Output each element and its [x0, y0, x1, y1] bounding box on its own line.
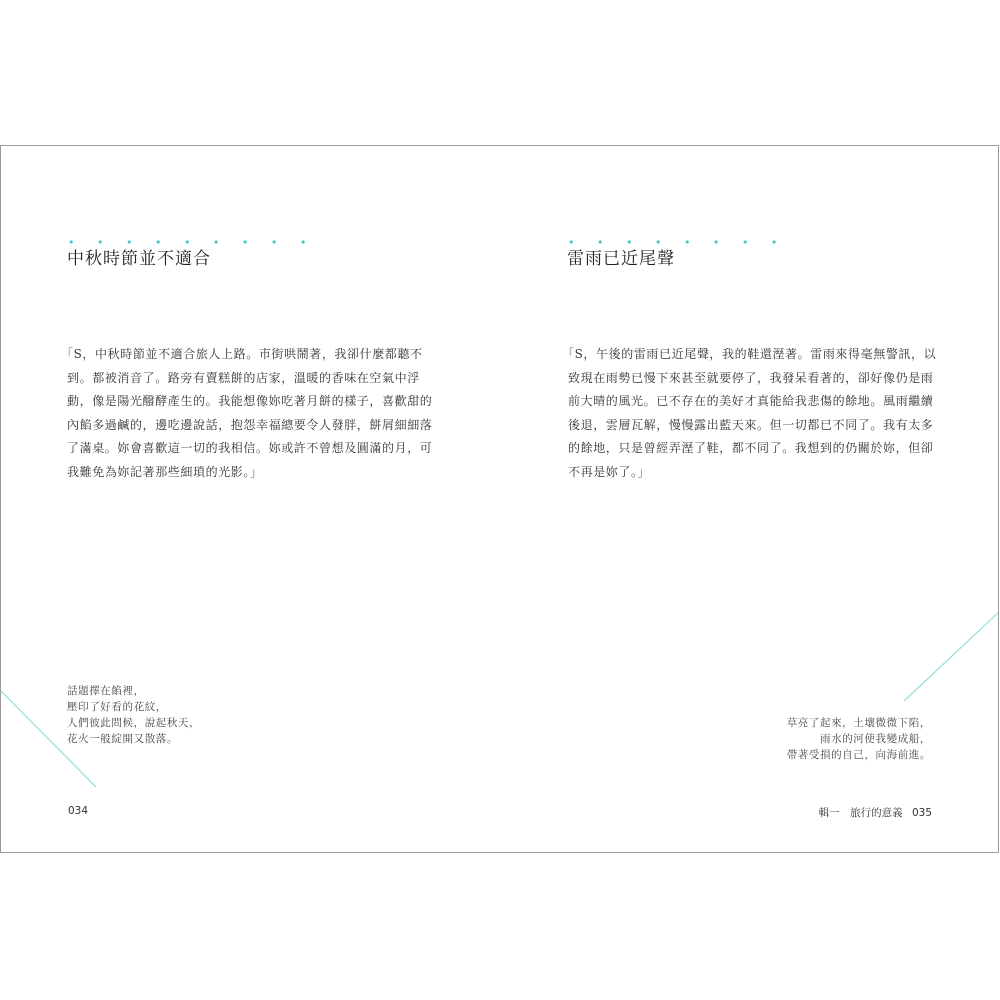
book-spread [0, 145, 999, 853]
right-poem [787, 715, 931, 763]
poem-line: 花火一般綻開又散落。 [67, 733, 178, 745]
left-page-number: 034 [68, 805, 89, 817]
right-page-footer [819, 805, 932, 820]
right-accent-line [904, 611, 999, 701]
running-head: 輯一 旅行的意義 [818, 807, 903, 819]
left-page-body: 「S，中秋時節並不適合旅人上路。市街哄鬧著，我卻什麼都聽不到。都被消音了。路旁有賣糕餅的店家，溫暖的香味在空氣中浮動，像是陽光醱酵產生的。我能想像妳吃著月餅的樣子，喜歡甜的內餡多過鹹的，邊吃邊說話，抱怨幸福總要令人發胖，餅屑細細落了滿桌。妳會喜歡這一切的我相信。妳或許不曾想及圓滿的月，可我難免為妳記著那些細瑣的光影。」 [61, 347, 433, 479]
right-page-number: 035 [911, 807, 932, 819]
right-page-body: 「S，午後的雷雨已近尾聲，我的鞋還溼著。雷雨來得毫無警訊，以致現在雨勢已慢下來甚至就要停了，我發呆看著的，卻好像仍是雨前大晴的風光。已不存在的美好才真能給我悲傷的餘地。風雨繼續後退，雲層瓦解，慢慢露出藍天來。但一切都已不同了。我有太多的餘地，只是曾經弄溼了鞋，都不同了。我想到的仍關於妳，但卻不再是妳了。」 [562, 347, 937, 479]
title-dots-right: • • • • • • • • [568, 236, 787, 249]
poem-line: 壓印了好看的花紋， [67, 701, 167, 713]
poem-line: 人們彼此問候，說起秋天， [67, 717, 201, 729]
title-dots-left: • • • • • • • • • [68, 236, 316, 249]
left-page-title: 中秋時節並不適合 [67, 249, 211, 269]
poem-line: 帶著受損的自己，向海前進。 [786, 749, 931, 761]
right-page-title: 雷雨已近尾聲 [567, 249, 675, 269]
left-poem [67, 683, 200, 747]
poem-line: 雨水的河使我變成船， [820, 733, 931, 745]
poem-line: 草亮了起來，土壤微微下陷， [786, 717, 931, 729]
poem-line: 話題擇在餡裡， [67, 685, 145, 697]
